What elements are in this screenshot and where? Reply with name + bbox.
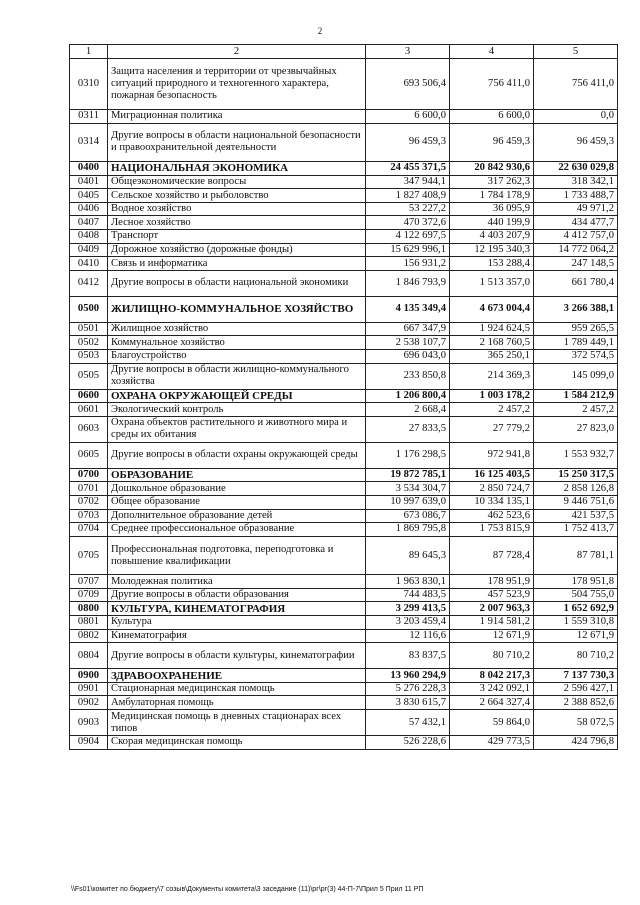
row-name: Транспорт xyxy=(108,230,366,244)
row-name: Другие вопросы в области образования xyxy=(108,588,366,602)
table-row xyxy=(70,629,618,643)
table-row xyxy=(70,350,618,364)
row-name: Другие вопросы в области охраны окружающей среды xyxy=(108,442,366,468)
row-value-4: 178 951,9 xyxy=(450,575,534,589)
row-value-3: 96 459,3 xyxy=(366,123,450,162)
table-row xyxy=(70,322,618,336)
header-col-2: 2 xyxy=(108,45,366,59)
table-row xyxy=(70,509,618,523)
table-body xyxy=(70,59,618,750)
row-value-3: 667 347,9 xyxy=(366,322,450,336)
row-value-4: 16 125 403,5 xyxy=(450,468,534,482)
row-value-5: 178 951,8 xyxy=(534,575,618,589)
row-value-4: 6 600,0 xyxy=(450,110,534,124)
row-code: 0412 xyxy=(70,270,108,296)
row-value-3: 13 960 294,9 xyxy=(366,669,450,683)
row-value-4: 36 095,9 xyxy=(450,202,534,216)
row-name: Дополнительное образование детей xyxy=(108,509,366,523)
row-code: 0605 xyxy=(70,442,108,468)
row-value-4: 80 710,2 xyxy=(450,643,534,669)
row-name: Дошкольное образование xyxy=(108,482,366,496)
table-row xyxy=(70,496,618,510)
table-row xyxy=(70,669,618,683)
table-row xyxy=(70,442,618,468)
row-code: 0406 xyxy=(70,202,108,216)
table-row xyxy=(70,403,618,417)
row-name: ОХРАНА ОКРУЖАЮЩЕЙ СРЕДЫ xyxy=(108,389,366,403)
row-name: Коммунальное хозяйство xyxy=(108,336,366,350)
row-name: НАЦИОНАЛЬНАЯ ЭКОНОМИКА xyxy=(108,162,366,176)
row-code: 0410 xyxy=(70,257,108,271)
table-row xyxy=(70,175,618,189)
row-value-4: 756 411,0 xyxy=(450,59,534,110)
row-value-5: 1 553 932,7 xyxy=(534,442,618,468)
row-value-3: 15 629 996,1 xyxy=(366,243,450,257)
row-name: Водное хозяйство xyxy=(108,202,366,216)
row-name: Общеэкономические вопросы xyxy=(108,175,366,189)
row-value-3: 24 455 371,5 xyxy=(366,162,450,176)
row-code: 0600 xyxy=(70,389,108,403)
row-code: 0902 xyxy=(70,696,108,710)
row-value-4: 1 924 624,5 xyxy=(450,322,534,336)
row-code: 0502 xyxy=(70,336,108,350)
row-value-5: 7 137 730,3 xyxy=(534,669,618,683)
row-name: Благоустройство xyxy=(108,350,366,364)
row-value-4: 27 779,2 xyxy=(450,416,534,442)
row-name: Экологический контроль xyxy=(108,403,366,417)
row-name: Скорая медицинская помощь xyxy=(108,736,366,750)
header-col-5: 5 xyxy=(534,45,618,59)
header-col-4: 4 xyxy=(450,45,534,59)
row-value-3: 744 483,5 xyxy=(366,588,450,602)
row-name: Среднее профессиональное образование xyxy=(108,523,366,537)
row-value-4: 20 842 930,6 xyxy=(450,162,534,176)
row-name: Кинематография xyxy=(108,629,366,643)
row-name: Связь и информатика xyxy=(108,257,366,271)
row-code: 0400 xyxy=(70,162,108,176)
row-value-4: 2 168 760,5 xyxy=(450,336,534,350)
row-value-5: 2 388 852,6 xyxy=(534,696,618,710)
row-value-3: 233 850,8 xyxy=(366,363,450,389)
row-value-3: 3 534 304,7 xyxy=(366,482,450,496)
row-code: 0500 xyxy=(70,296,108,322)
row-name: Культура xyxy=(108,616,366,630)
row-value-4: 972 941,8 xyxy=(450,442,534,468)
row-code: 0903 xyxy=(70,710,108,736)
row-value-5: 959 265,5 xyxy=(534,322,618,336)
row-code: 0704 xyxy=(70,523,108,537)
row-name: Стационарная медицинская помощь xyxy=(108,682,366,696)
table-row xyxy=(70,710,618,736)
row-value-4: 3 242 092,1 xyxy=(450,682,534,696)
row-value-5: 318 342,1 xyxy=(534,175,618,189)
row-name: Защита населения и территории от чрезвычайных ситуаций природного и техногенного характера, пожарная безопасность xyxy=(108,59,366,110)
row-code: 0707 xyxy=(70,575,108,589)
row-value-3: 156 931,2 xyxy=(366,257,450,271)
row-value-3: 1 963 830,1 xyxy=(366,575,450,589)
row-value-3: 696 043,0 xyxy=(366,350,450,364)
row-value-4: 365 250,1 xyxy=(450,350,534,364)
row-value-5: 1 559 310,8 xyxy=(534,616,618,630)
row-value-4: 4 673 004,4 xyxy=(450,296,534,322)
row-value-5: 424 796,8 xyxy=(534,736,618,750)
row-code: 0311 xyxy=(70,110,108,124)
row-code: 0804 xyxy=(70,643,108,669)
row-value-5: 2 596 427,1 xyxy=(534,682,618,696)
table-row xyxy=(70,110,618,124)
row-value-3: 3 299 413,5 xyxy=(366,602,450,616)
row-value-4: 12 195 340,3 xyxy=(450,243,534,257)
row-name: Другие вопросы в области национальной безопасности и правоохранительной деятельности xyxy=(108,123,366,162)
row-value-4: 317 262,3 xyxy=(450,175,534,189)
row-code: 0503 xyxy=(70,350,108,364)
row-value-4: 1 753 815,9 xyxy=(450,523,534,537)
row-name: Лесное хозяйство xyxy=(108,216,366,230)
table-row xyxy=(70,189,618,203)
row-name: ЖИЛИЩНО-КОММУНАЛЬНОЕ ХОЗЯЙСТВО xyxy=(108,296,366,322)
row-value-5: 15 250 317,5 xyxy=(534,468,618,482)
row-value-4: 462 523,6 xyxy=(450,509,534,523)
row-code: 0701 xyxy=(70,482,108,496)
row-value-5: 3 266 388,1 xyxy=(534,296,618,322)
table-row xyxy=(70,682,618,696)
row-value-5: 434 477,7 xyxy=(534,216,618,230)
row-code: 0800 xyxy=(70,602,108,616)
row-code: 0310 xyxy=(70,59,108,110)
file-path-footer: \\Fs01\комитет по бюджету\7 созыв\Документы комитета\3 заседание (11)\рг\рг(3) 44-П-7\Прил 5 Прил 11 РП xyxy=(71,886,424,893)
row-value-4: 457 523,9 xyxy=(450,588,534,602)
row-value-3: 3 203 459,4 xyxy=(366,616,450,630)
row-name: Жилищное хозяйство xyxy=(108,322,366,336)
row-value-5: 1 733 488,7 xyxy=(534,189,618,203)
header-col-3: 3 xyxy=(366,45,450,59)
row-value-5: 2 858 126,8 xyxy=(534,482,618,496)
row-value-3: 1 176 298,5 xyxy=(366,442,450,468)
row-value-4: 10 334 135,1 xyxy=(450,496,534,510)
row-value-5: 1 752 413,7 xyxy=(534,523,618,537)
row-value-5: 80 710,2 xyxy=(534,643,618,669)
row-value-5: 22 630 029,8 xyxy=(534,162,618,176)
row-value-4: 1 914 581,2 xyxy=(450,616,534,630)
row-name: Дорожное хозяйство (дорожные фонды) xyxy=(108,243,366,257)
row-value-3: 19 872 785,1 xyxy=(366,468,450,482)
row-value-3: 89 645,3 xyxy=(366,536,450,575)
row-value-3: 53 227,2 xyxy=(366,202,450,216)
row-value-3: 526 228,6 xyxy=(366,736,450,750)
table-row xyxy=(70,216,618,230)
row-code: 0901 xyxy=(70,682,108,696)
row-value-4: 8 042 217,3 xyxy=(450,669,534,683)
row-value-4: 1 784 178,9 xyxy=(450,189,534,203)
row-name: Другие вопросы в области жилищно-коммунального хозяйства xyxy=(108,363,366,389)
row-value-4: 1 513 357,0 xyxy=(450,270,534,296)
row-value-3: 693 506,4 xyxy=(366,59,450,110)
row-value-4: 429 773,5 xyxy=(450,736,534,750)
table-row xyxy=(70,696,618,710)
row-value-3: 27 833,5 xyxy=(366,416,450,442)
row-code: 0401 xyxy=(70,175,108,189)
row-value-5: 12 671,9 xyxy=(534,629,618,643)
row-code: 0702 xyxy=(70,496,108,510)
row-name: Охрана объектов растительного и животного мира и среды их обитания xyxy=(108,416,366,442)
row-value-3: 83 837,5 xyxy=(366,643,450,669)
row-value-5: 372 574,5 xyxy=(534,350,618,364)
row-value-4: 2 850 724,7 xyxy=(450,482,534,496)
row-value-5: 4 412 757,0 xyxy=(534,230,618,244)
header-row xyxy=(70,45,618,59)
row-code: 0703 xyxy=(70,509,108,523)
row-value-5: 49 971,2 xyxy=(534,202,618,216)
row-value-3: 4 122 697,5 xyxy=(366,230,450,244)
page-number: 2 xyxy=(317,26,323,36)
row-value-4: 87 728,4 xyxy=(450,536,534,575)
row-value-4: 12 671,9 xyxy=(450,629,534,643)
row-code: 0801 xyxy=(70,616,108,630)
row-value-4: 440 199,9 xyxy=(450,216,534,230)
row-name: Амбулаторная помощь xyxy=(108,696,366,710)
row-name: Молодежная политика xyxy=(108,575,366,589)
row-value-3: 347 944,1 xyxy=(366,175,450,189)
table-row xyxy=(70,389,618,403)
row-value-5: 96 459,3 xyxy=(534,123,618,162)
table-row xyxy=(70,468,618,482)
row-value-5: 9 446 751,6 xyxy=(534,496,618,510)
row-name: Медицинская помощь в дневных стационарах всех типов xyxy=(108,710,366,736)
row-value-5: 661 780,4 xyxy=(534,270,618,296)
table-row xyxy=(70,643,618,669)
row-code: 0408 xyxy=(70,230,108,244)
row-name: ОБРАЗОВАНИЕ xyxy=(108,468,366,482)
row-value-3: 12 116,6 xyxy=(366,629,450,643)
table-row xyxy=(70,162,618,176)
row-value-4: 153 288,4 xyxy=(450,257,534,271)
row-value-3: 57 432,1 xyxy=(366,710,450,736)
row-value-4: 2 007 963,3 xyxy=(450,602,534,616)
budget-table xyxy=(69,44,618,750)
row-value-3: 1 869 795,8 xyxy=(366,523,450,537)
row-code: 0904 xyxy=(70,736,108,750)
row-code: 0505 xyxy=(70,363,108,389)
row-code: 0601 xyxy=(70,403,108,417)
row-name: Другие вопросы в области национальной экономики xyxy=(108,270,366,296)
row-name: ЗДРАВООХРАНЕНИЕ xyxy=(108,669,366,683)
table-row xyxy=(70,243,618,257)
row-value-4: 2 664 327,4 xyxy=(450,696,534,710)
row-code: 0700 xyxy=(70,468,108,482)
row-value-3: 1 827 408,9 xyxy=(366,189,450,203)
row-code: 0705 xyxy=(70,536,108,575)
row-value-3: 5 276 228,3 xyxy=(366,682,450,696)
row-value-5: 421 537,5 xyxy=(534,509,618,523)
row-code: 0603 xyxy=(70,416,108,442)
row-value-4: 4 403 207,9 xyxy=(450,230,534,244)
row-value-3: 673 086,7 xyxy=(366,509,450,523)
table-row xyxy=(70,588,618,602)
row-value-5: 247 148,5 xyxy=(534,257,618,271)
table-row xyxy=(70,482,618,496)
table-row xyxy=(70,523,618,537)
row-value-5: 1 584 212,9 xyxy=(534,389,618,403)
table-row xyxy=(70,202,618,216)
table-row xyxy=(70,270,618,296)
row-name: КУЛЬТУРА, КИНЕМАТОГРАФИЯ xyxy=(108,602,366,616)
row-value-3: 1 846 793,9 xyxy=(366,270,450,296)
table-row xyxy=(70,123,618,162)
row-name: Профессиональная подготовка, переподготовка и повышение квалификации xyxy=(108,536,366,575)
table-row xyxy=(70,575,618,589)
row-value-5: 14 772 064,2 xyxy=(534,243,618,257)
row-code: 0409 xyxy=(70,243,108,257)
row-name: Другие вопросы в области культуры, кинематографии xyxy=(108,643,366,669)
table-row xyxy=(70,736,618,750)
row-value-4: 59 864,0 xyxy=(450,710,534,736)
row-value-3: 2 668,4 xyxy=(366,403,450,417)
row-code: 0405 xyxy=(70,189,108,203)
row-value-5: 58 072,5 xyxy=(534,710,618,736)
table-row xyxy=(70,363,618,389)
row-code: 0709 xyxy=(70,588,108,602)
row-value-4: 2 457,2 xyxy=(450,403,534,417)
row-value-5: 1 652 692,9 xyxy=(534,602,618,616)
table-row xyxy=(70,296,618,322)
row-code: 0802 xyxy=(70,629,108,643)
row-value-5: 1 789 449,1 xyxy=(534,336,618,350)
row-value-5: 87 781,1 xyxy=(534,536,618,575)
row-value-4: 214 369,3 xyxy=(450,363,534,389)
table-row xyxy=(70,536,618,575)
row-code: 0407 xyxy=(70,216,108,230)
row-value-3: 6 600,0 xyxy=(366,110,450,124)
table-row xyxy=(70,416,618,442)
row-value-5: 145 099,0 xyxy=(534,363,618,389)
row-value-3: 3 830 615,7 xyxy=(366,696,450,710)
row-name: Общее образование xyxy=(108,496,366,510)
table-row xyxy=(70,602,618,616)
header-col-1: 1 xyxy=(70,45,108,59)
table-row xyxy=(70,230,618,244)
row-value-5: 27 823,0 xyxy=(534,416,618,442)
row-code: 0314 xyxy=(70,123,108,162)
row-value-3: 4 135 349,4 xyxy=(366,296,450,322)
row-value-3: 470 372,6 xyxy=(366,216,450,230)
table-row xyxy=(70,59,618,110)
row-value-3: 10 997 639,0 xyxy=(366,496,450,510)
table-row xyxy=(70,336,618,350)
row-value-3: 2 538 107,7 xyxy=(366,336,450,350)
row-value-4: 96 459,3 xyxy=(450,123,534,162)
row-value-3: 1 206 800,4 xyxy=(366,389,450,403)
row-value-5: 756 411,0 xyxy=(534,59,618,110)
row-value-5: 504 755,0 xyxy=(534,588,618,602)
table-row xyxy=(70,616,618,630)
row-value-4: 1 003 178,2 xyxy=(450,389,534,403)
row-name: Сельское хозяйство и рыболовство xyxy=(108,189,366,203)
row-value-5: 2 457,2 xyxy=(534,403,618,417)
table-row xyxy=(70,257,618,271)
row-code: 0501 xyxy=(70,322,108,336)
row-value-5: 0,0 xyxy=(534,110,618,124)
row-name: Миграционная политика xyxy=(108,110,366,124)
row-code: 0900 xyxy=(70,669,108,683)
